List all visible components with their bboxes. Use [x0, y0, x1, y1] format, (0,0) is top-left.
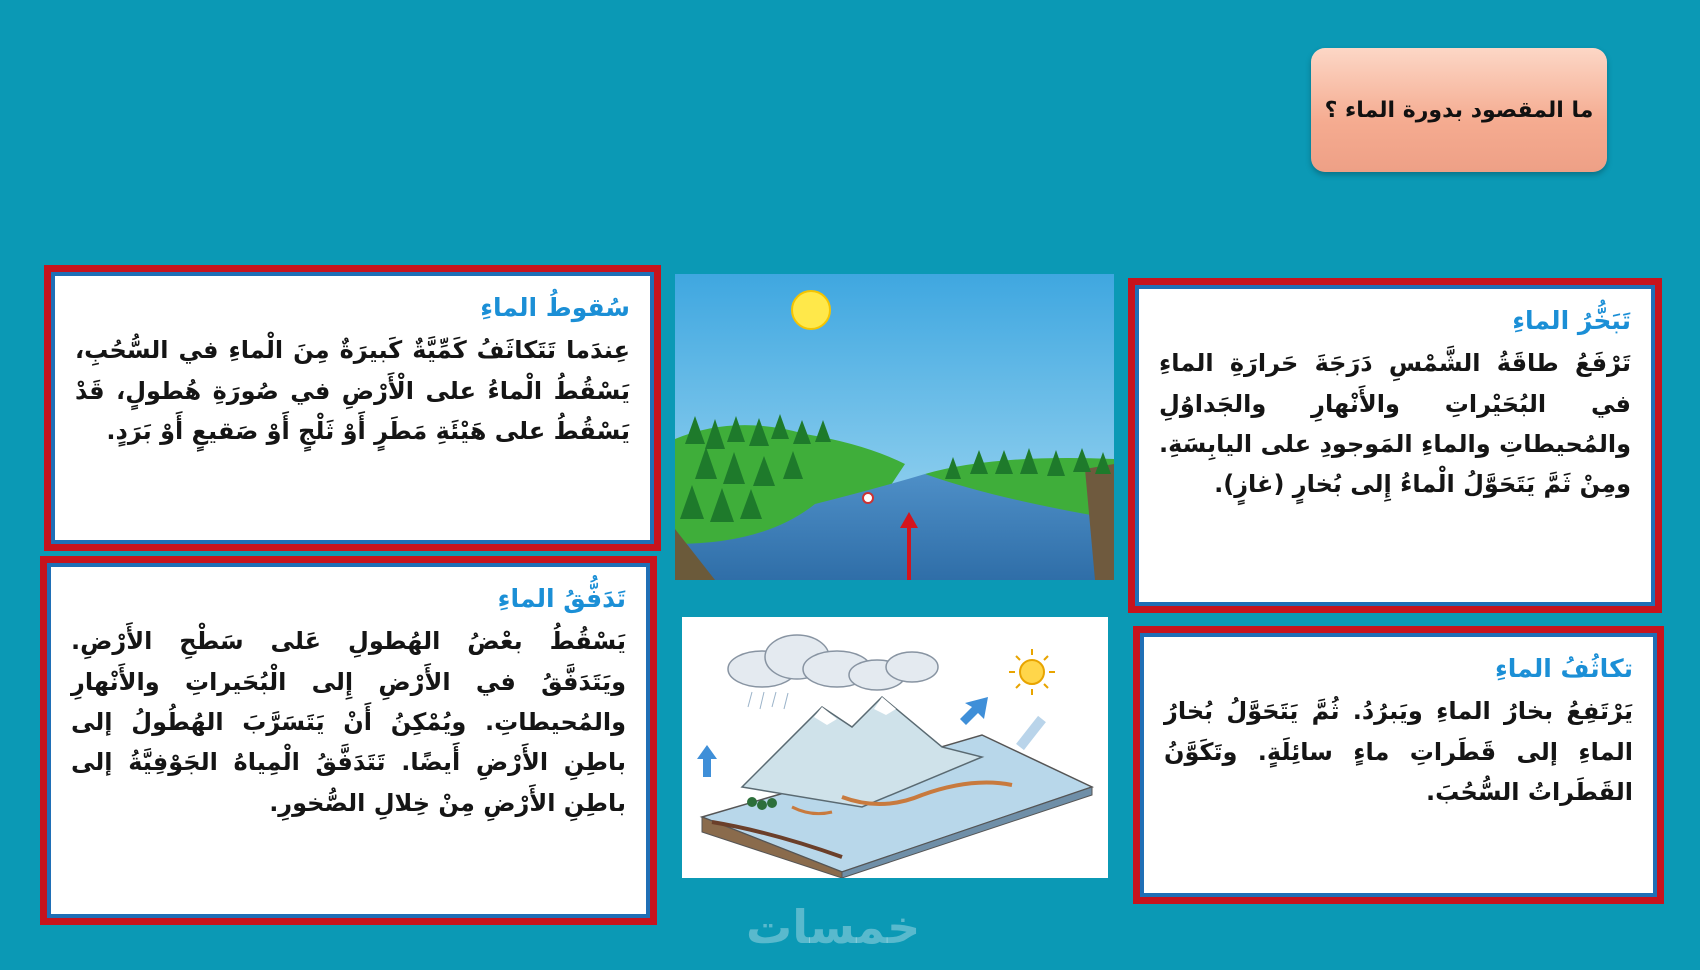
condensation-card	[1133, 626, 1664, 904]
question-text: ما المقصود بدورة الماء ؟	[1324, 97, 1594, 123]
precipitation-card-frame	[51, 272, 654, 544]
cloud-icon	[728, 635, 938, 690]
mountain-cycle-illustration	[682, 617, 1108, 878]
question-box	[1311, 48, 1607, 172]
landscape-river-illustration	[675, 274, 1114, 580]
flow-card-content	[51, 567, 646, 914]
water-cycle-diagram-image	[682, 617, 1108, 878]
condensation-title: تكاثُفُ الماءِ	[1494, 654, 1633, 683]
flow-card	[40, 556, 657, 925]
watermark-logo	[746, 900, 920, 954]
watermark-text: خمسات	[746, 900, 921, 954]
evaporation-card-frame	[1135, 285, 1655, 606]
precipitation-card-content	[55, 276, 650, 540]
precipitation-card	[44, 265, 661, 551]
evaporation-card	[1128, 278, 1662, 613]
evaporation-body: تَرْفَعُ طاقَةُ الشَّمْسِ دَرَجَةَ حَرارَةِ الماءِ في البُحَيْراتِ والأَنْهارِ والجَداوُلِ والمُحيطاتِ والماءِ المَوجودِ على اليابِسَةِ. ومِنْ ثَمَّ يَتَحَوَّلُ الْماءُ إِلى بُخارٍ (غازٍ).	[1159, 349, 1631, 499]
precipitation-title: سُقوطُ الماءِ	[480, 293, 630, 322]
evaporation-title: تَبَخُّرُ الماءِ	[1512, 306, 1631, 335]
flow-title: تَدَفُّقُ الماءِ	[497, 584, 626, 613]
sun-icon	[1009, 649, 1055, 695]
condensation-card-content	[1144, 637, 1653, 893]
flow-body: يَسْقُطُ بعْضُ الهُطولِ عَلى سَطْحِ الأَرْضِ. ويَتَدَفَّقُ في الأَرْضِ إِلى الْبُحَيراتِ والأَنْهارِ والمُحيطاتِ. ويُمْكِنُ أَنْ يَتَسَرَّبَ الهُطُولُ إلى باطِنِ الأَرْضِ أَيضًا. تَتَدَفَّقُ الْمِياهُ الجَوْفِيَّةُ إلى باطِنِ الأَرْضِ مِنْ خِلالِ الصُّخورِ.	[71, 627, 626, 817]
precipitation-body: عِندَما تَتَكاثَفُ كَمِّيَّةٌ كَبيرَةٌ مِنَ الْماءِ في السُّحُبِ، يَسْقُطُ الْماءُ على الْأَرْضِ في صُورَةِ هُطولٍ، قَدْ يَسْقُطُ على هَيْئَةِ مَطَرٍ أَوْ ثَلْجٍ أَوْ صَقيعٍ أَوْ بَرَدٍ.	[75, 336, 630, 445]
arrow-diagonal-icon	[960, 697, 988, 725]
flow-card-frame	[47, 563, 650, 918]
condensation-body: يَرْتَفِعُ بخارُ الماءِ ويَبرُدُ. ثُمَّ يَتَحَوَّلُ بُخارُ الماءِ إلى قَطَراتِ ماءٍ سائِلَةٍ. وتَكَوَّنُ القَطَراتُ السُّحُبَ.	[1164, 697, 1633, 806]
condensation-card-frame	[1140, 633, 1657, 897]
arrow-up-icon	[697, 745, 717, 777]
evaporation-card-content	[1139, 289, 1651, 602]
sun-icon	[792, 291, 830, 329]
evaporation-scene-image	[675, 274, 1114, 580]
